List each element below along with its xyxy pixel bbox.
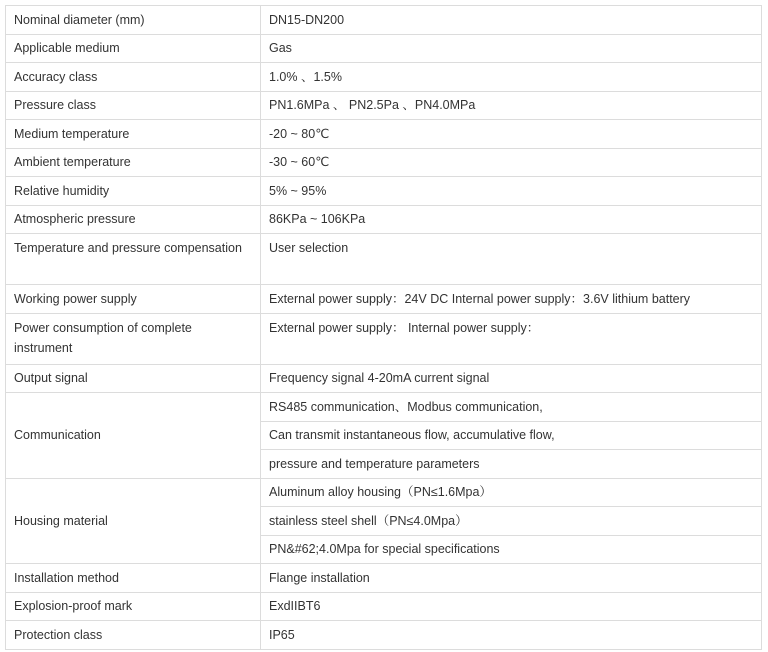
- spec-value: IP65: [261, 621, 762, 650]
- spec-value: Aluminum alloy housing（PN≤1.6Mpa）: [261, 478, 762, 507]
- spec-label: Power consumption of complete instrument: [6, 313, 261, 364]
- spec-label: Medium temperature: [6, 120, 261, 149]
- spec-value: DN15-DN200: [261, 6, 762, 35]
- spec-value: Flange installation: [261, 564, 762, 593]
- spec-label: Relative humidity: [6, 177, 261, 206]
- specification-table: [5, 5, 762, 650]
- spec-label: Pressure class: [6, 91, 261, 120]
- spec-value: 86KPa ~ 106KPa: [261, 205, 762, 234]
- spec-value: PN&#62;4.0Mpa for special specifications: [261, 535, 762, 564]
- spec-value: 1.0% 、1.5%: [261, 63, 762, 92]
- spec-row-accuracy-class: [6, 63, 762, 92]
- spec-label: Atmospheric pressure: [6, 205, 261, 234]
- spec-value: Frequency signal 4-20mA current signal: [261, 364, 762, 393]
- spec-value: -30 ~ 60℃: [261, 148, 762, 177]
- spec-label: Communication: [6, 393, 261, 479]
- spec-value: stainless steel shell（PN≤4.0Mpa）: [261, 507, 762, 536]
- spec-row-ambient-temperature: [6, 148, 762, 177]
- spec-label: Explosion-proof mark: [6, 592, 261, 621]
- spec-row-working-power-supply: [6, 285, 762, 314]
- spec-value: External power supply：24V DC Internal power supply：3.6V lithium battery: [261, 285, 762, 314]
- spec-row-applicable-medium: [6, 34, 762, 63]
- spec-row-medium-temperature: [6, 120, 762, 149]
- spec-row-power-consumption: [6, 313, 762, 364]
- spec-row-pressure-class: [6, 91, 762, 120]
- spec-label: Working power supply: [6, 285, 261, 314]
- spec-value: PN1.6MPa 、 PN2.5Pa 、PN4.0MPa: [261, 91, 762, 120]
- spec-row-relative-humidity: [6, 177, 762, 206]
- spec-label: Accuracy class: [6, 63, 261, 92]
- spec-row-explosion-proof-mark: [6, 592, 762, 621]
- spec-value: User selection: [261, 234, 762, 285]
- spec-label: Ambient temperature: [6, 148, 261, 177]
- spec-row-output-signal: [6, 364, 762, 393]
- spec-row-atmospheric-pressure: [6, 205, 762, 234]
- spec-label: Housing material: [6, 478, 261, 564]
- spec-label: Nominal diameter (mm): [6, 6, 261, 35]
- spec-value: -20 ~ 80℃: [261, 120, 762, 149]
- spec-row-nominal-diameter: [6, 6, 762, 35]
- spec-label: Protection class: [6, 621, 261, 650]
- spec-label: Temperature and pressure compensation: [6, 234, 261, 285]
- spec-row-compensation: [6, 234, 762, 285]
- spec-value: ExdIIBT6: [261, 592, 762, 621]
- spec-value: External power supply： Internal power supply：: [261, 313, 762, 364]
- spec-row-housing-material: [6, 478, 762, 507]
- spec-row-communication: [6, 393, 762, 422]
- spec-value: Can transmit instantaneous flow, accumulative flow,: [261, 421, 762, 450]
- spec-value: 5% ~ 95%: [261, 177, 762, 206]
- spec-label: Applicable medium: [6, 34, 261, 63]
- spec-label: Installation method: [6, 564, 261, 593]
- spec-value: RS485 communication、Modbus communication,: [261, 393, 762, 422]
- spec-value: Gas: [261, 34, 762, 63]
- spec-row-protection-class: [6, 621, 762, 650]
- spec-row-installation-method: [6, 564, 762, 593]
- spec-label: Output signal: [6, 364, 261, 393]
- spec-value: pressure and temperature parameters: [261, 450, 762, 479]
